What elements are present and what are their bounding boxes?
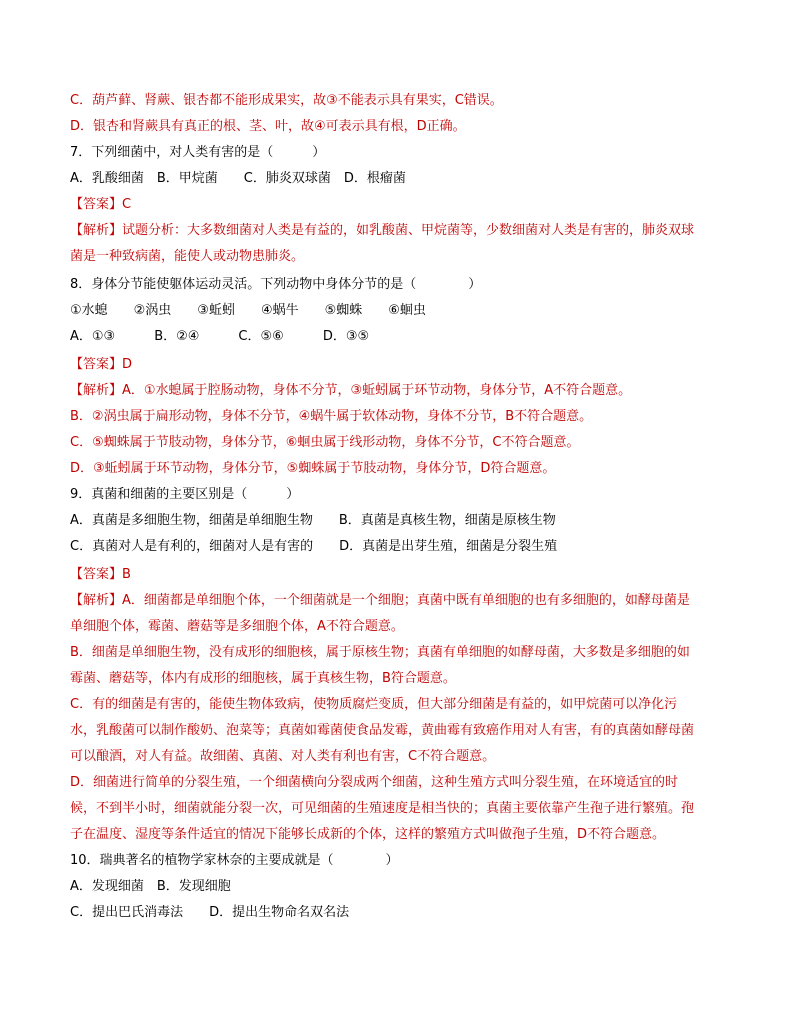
- text-line: B．②涡虫属于扁形动物，身体不分节，④蜗牛属于软体动物，身体不分节，B不符合题意。: [70, 409, 593, 424]
- text-line: 【解析】A．细菌都是单细胞个体，一个细菌就是一个细胞；真菌中既有单细胞的也有多细胞的，如酵母菌是: [70, 593, 690, 608]
- text-line: ①水螅 ②涡虫 ③蚯蚓 ④蜗牛 ⑤蜘蛛 ⑥蛔虫: [70, 303, 426, 318]
- text-line: 单细胞个体，霉菌、蘑菇等是多细胞个体，A不符合题意。: [70, 619, 404, 634]
- text-line: 7．下列细菌中，对人类有害的是（ ）: [70, 145, 326, 160]
- text-line: 10．瑞典著名的植物学家林奈的主要成就是（ ）: [70, 853, 399, 868]
- text-line: A．①③ B．②④ C．⑤⑥ D．③⑤: [70, 329, 370, 344]
- text-line: 水，乳酸菌可以制作酸奶、泡菜等；真菌如霉菌使食品发霉，黄曲霉有致癌作用对人有害，有的真菌如酵母菌: [70, 723, 695, 738]
- text-line: 子在温度、湿度等条件适宜的情况下能够长成新的个体，这样的繁殖方式叫做孢子生殖，D不符合题意。: [70, 827, 666, 842]
- text-line: B．细菌是单细胞生物，没有成形的细胞核，属于原核生物；真菌有单细胞的如酵母菌，大多数是多细胞的如: [70, 645, 690, 660]
- text-line: 菌是一种致病菌，能使人或动物患肺炎。: [70, 249, 305, 264]
- text-line: C．真菌对人是有利的，细菌对人是有害的 D．真菌是出芽生殖，细菌是分裂生殖: [70, 539, 558, 554]
- text-line: A．乳酸细菌 B．甲烷菌 C．肺炎双球菌 D．根瘤菌: [70, 171, 406, 186]
- text-line: A．发现细菌 B．发现细胞: [70, 879, 231, 894]
- text-line: D．银杏和肾蕨具有真正的根、茎、叶，故④可表示具有根，D正确。: [70, 119, 466, 134]
- text-line: 【答案】D: [70, 357, 133, 372]
- text-line: C．提出巴氏消毒法 D．提出生物命名双名法: [70, 905, 350, 920]
- text-line: 候，不到半小时，细菌就能分裂一次，可见细菌的生殖速度是相当快的；真菌主要依靠产生孢子进行繁殖。孢: [70, 801, 695, 816]
- text-line: D．细菌进行简单的分裂生殖，一个细菌横向分裂成两个细菌，这种生殖方式叫分裂生殖，在环境适宜的时: [70, 775, 679, 790]
- text-line: 霉菌、蘑菇等，体内有成形的细胞核，属于真核生物，B符合题意。: [70, 671, 456, 686]
- text-line: C．⑤蜘蛛属于节肢动物，身体分节，⑥蛔虫属于线形动物，身体不分节，C不符合题意。: [70, 435, 580, 450]
- text-line: 【答案】C: [70, 197, 132, 212]
- text-line: 可以酿酒，对人有益。故细菌、真菌、对人类有利也有害，C不符合题意。: [70, 749, 496, 764]
- text-line: 【解析】A．①水螅属于腔肠动物，身体不分节，③蚯蚓属于环节动物，身体分节，A不符合题意。: [70, 383, 632, 398]
- text-line: 8．身体分节能使躯体运动灵活。下列动物中身体分节的是（ ）: [70, 277, 482, 292]
- text-line: 【解析】试题分析：大多数细菌对人类是有益的，如乳酸菌、甲烷菌等，少数细菌对人类是有害的，肺炎双球: [70, 223, 695, 238]
- text-line: 9．真菌和细菌的主要区别是（ ）: [70, 487, 300, 502]
- text-line: 【答案】B: [70, 567, 131, 582]
- text-line: C．有的细菌是有害的，能使生物体致病，使物质腐烂变质，但大部分细菌是有益的，如甲烷菌可以净化污: [70, 697, 678, 712]
- text-line: C．葫芦藓、肾蕨、银杏都不能形成果实，故③不能表示具有果实，C错误。: [70, 93, 503, 108]
- text-line: A．真菌是多细胞生物，细菌是单细胞生物 B．真菌是真核生物，细菌是原核生物: [70, 513, 556, 528]
- text-line: D．③蚯蚓属于环节动物，身体分节，⑤蜘蛛属于节肢动物，身体分节，D符合题意。: [70, 461, 556, 476]
